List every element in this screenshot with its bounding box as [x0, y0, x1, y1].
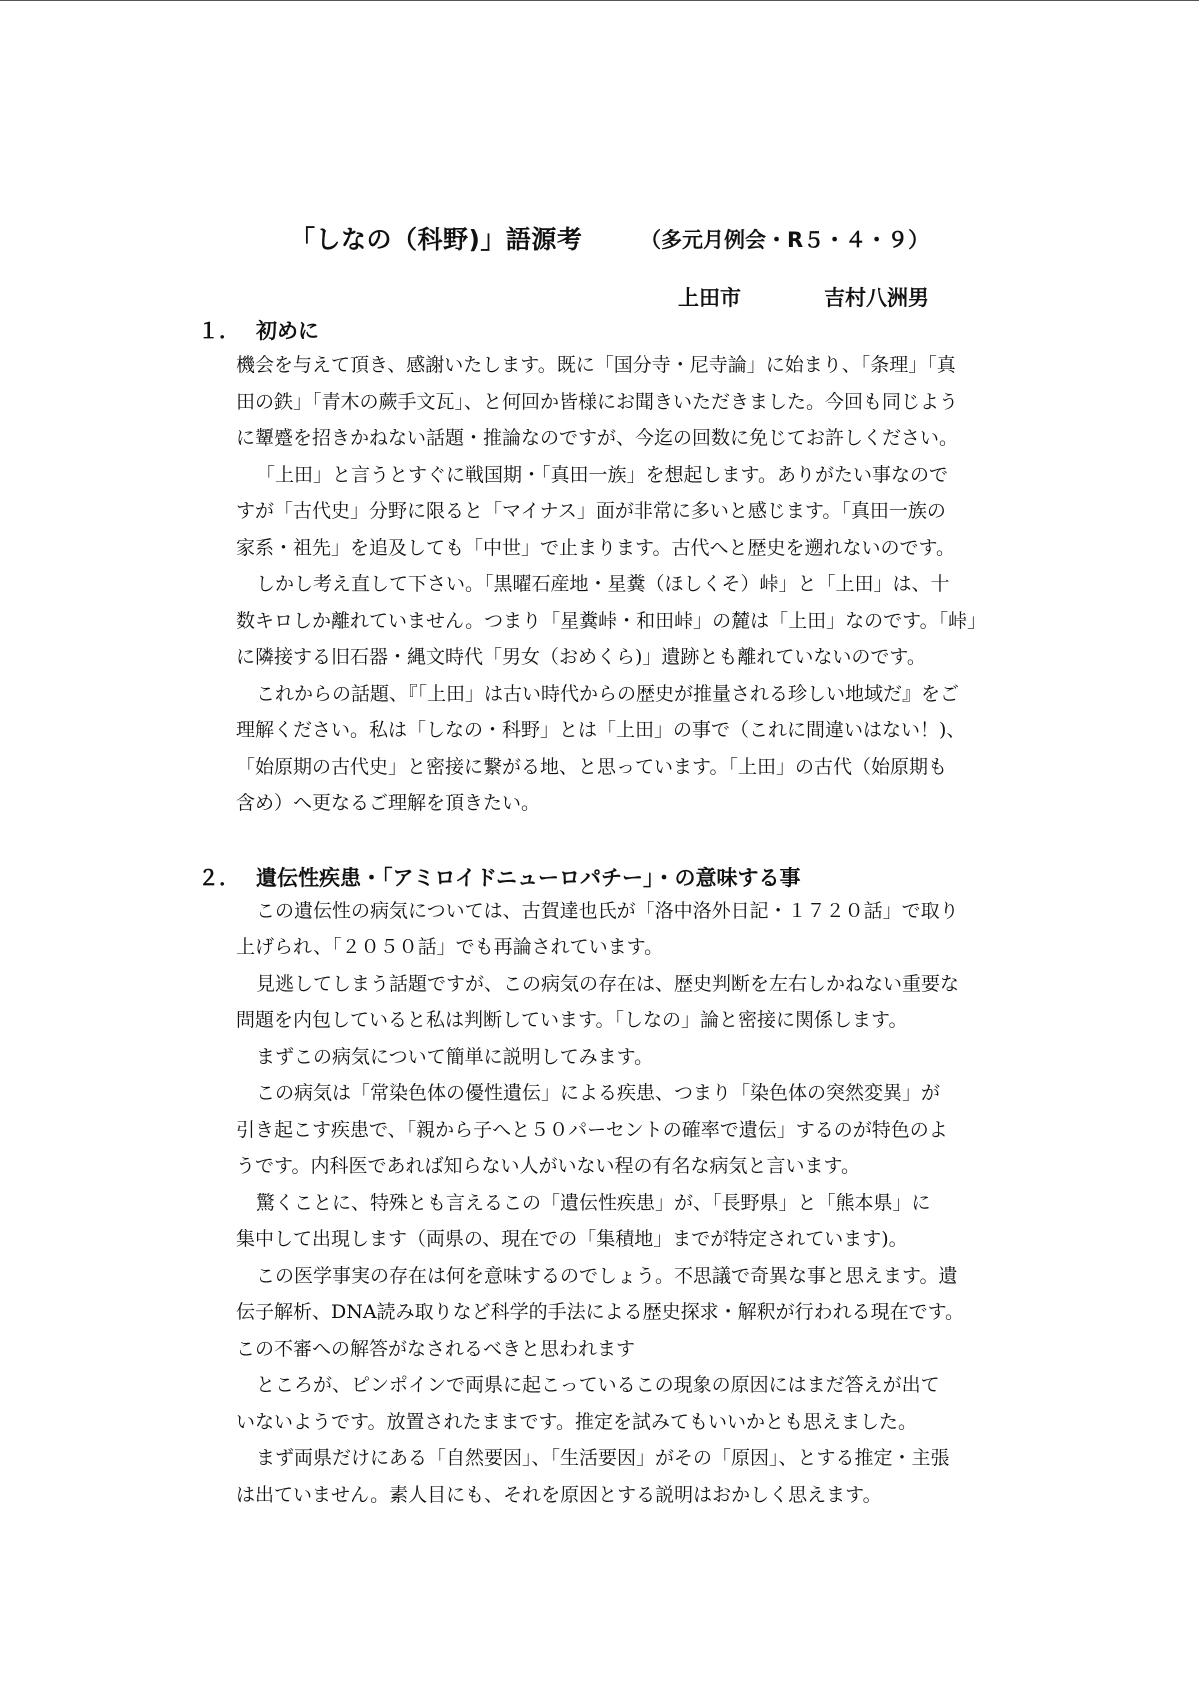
section-2-line: いないようです。放置されたままです。推定を試みてもいいかとも思えました。 [236, 1411, 917, 1433]
section-1-line: これからの話題、『「上田」は古い時代からの歴史が推量される珍しい地域だ』をご [256, 683, 960, 705]
document-subtitle: （多元月例会・R５・４・９） [640, 228, 930, 252]
section-2-line: 集中して出現します（両県の、現在での「集積地」までが特定されています)。 [236, 1228, 908, 1250]
section-2-line: この不審への解答がなされるべきと思われます [236, 1338, 636, 1360]
section-2-line: まずこの病気について簡単に説明してみます。 [256, 1046, 654, 1068]
section-1-number: １． [198, 319, 240, 343]
section-2-line: この病気は「常染色体の優性遺伝」による疾患、つまり「染色体の突然変異」が [256, 1082, 941, 1104]
section-2-number: ２． [198, 866, 240, 890]
section-2-line: 伝子解析、DNA読み取りなど科学的手法による歴史探求・解釈が行われる現在です。 [236, 1301, 965, 1323]
document-title: 「しなの（科野)」語源考 [290, 225, 583, 254]
section-1-line: 機会を与えて頂き、感謝いたします。既に「国分寺・尼寺論」に始まり、「条理」「真 [236, 354, 956, 376]
section-1-line: に隣接する旧石器・縄文時代「男女（おめくら)」遺跡とも離れていないのです。 [236, 646, 926, 668]
section-1-line: すが「古代史」分野に限ると「マイナス」面が非常に多いと感じます。「真田一族の [236, 500, 946, 522]
section-2-line: ところが、ピンポインで両県に起こっているこの現象の原因にはまだ答えが出て [256, 1374, 940, 1396]
section-2-line: うです。内科医であれば知らない人がいない程の有名な病気と言います。 [236, 1155, 860, 1177]
section-2-line: 見逃してしまう話題ですが、この病気の存在は、歴史判断を左右しかねない重要な [256, 973, 960, 995]
author-name: 吉村八洲男 [824, 286, 929, 310]
section-1-line: 「上田」と言うとすぐに戦国期・「真田一族」を想起します。ありがたい事なので [256, 464, 948, 486]
section-2-line: 問題を内包していると私は判断しています。「しなの」論と密接に関係します。 [236, 1009, 908, 1031]
author-city: 上田市 [678, 286, 741, 310]
section-2-title: 遺伝性疾患・「アミロイドニューロパチー」・の意味する事 [256, 866, 801, 890]
section-1-line: 田の鉄」「青木の蕨手文瓦」、と何回か皆様にお聞きいただきました。今回も同じよう [236, 391, 959, 413]
section-1-line: 家系・祖先」を追及しても「中世」で止まります。古代へと歴史を遡れないのです。 [236, 537, 955, 559]
section-2-line: 上げられ、「２０５０話」でも再論されています。 [236, 936, 664, 958]
section-1-line: 含め）へ更なるご理解を頂きたい。 [236, 792, 541, 814]
section-2-line: 驚くことに、特殊とも言えるこの「遺伝性疾患」が、「長野県」と「熊本県」に [256, 1192, 931, 1214]
section-1-line: に顰蹙を招きかねない話題・推論なのですが、今迄の回数に免じてお許しください。 [236, 427, 959, 449]
section-1-title: 初めに [256, 319, 319, 343]
section-2-line: は出ていません。素人目にも、それを原因とする説明はおかしく思えます。 [236, 1484, 882, 1506]
section-1-line: 「始原期の古代史」と密接に繋がる地、と思っています。「上田」の古代（始原期も [236, 756, 947, 778]
section-1-line: 理解ください。私は「しなの・科野」とは「上田」の事で（これに間違いはない！)、 [236, 719, 966, 741]
section-2-line: この遺伝性の病気については、古賀達也氏が「洛中洛外日記・１７２０話」で取り [256, 900, 959, 922]
section-2-line: まず両県だけにある「自然要因」、「生活要因」がその「原因」、とする推定・主張 [256, 1447, 950, 1469]
section-2-heading [198, 862, 801, 892]
section-1-line: 数キロしか離れていません。つまり「星糞峠・和田峠」の麓は「上田」なのです。「峠」 [236, 610, 987, 632]
top-border-line [0, 0, 1199, 1]
section-2-line: 引き起こす疾患で、「親から子へと５０パーセントの確率で遺伝」するのが特色のよ [236, 1119, 948, 1141]
section-2-line: この医学事実の存在は何を意味するのでしょう。不思議で奇異な事と思えます。遺 [256, 1265, 958, 1287]
section-1-heading [198, 315, 319, 345]
section-1-line: しかし考え直して下さい。「黒曜石産地・星糞（ほしくそ）峠」と「上田」は、十 [256, 573, 950, 595]
